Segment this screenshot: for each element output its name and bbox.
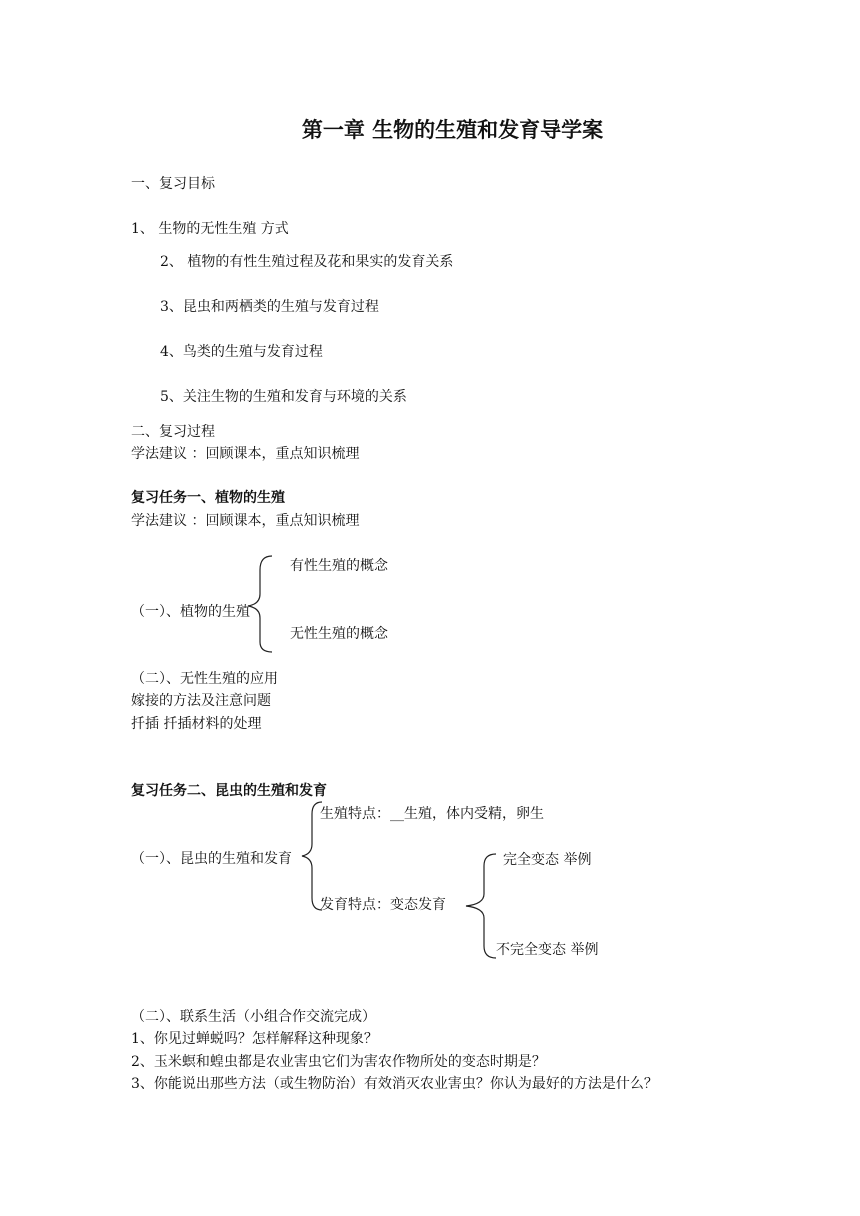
incomplete-metamorphosis: 不完全变态 举例 [496, 942, 599, 958]
subsection-real-life: （二）、联系生活（小组合作交流完成） [131, 1009, 376, 1025]
branch-asexual: 无性生殖的概念 [290, 626, 388, 642]
insect-reproduction-feature: 生殖特点：__生殖，体内受精，卵生 [320, 806, 544, 822]
task-heading-insect: 复习任务二、昆虫的生殖和发育 [131, 783, 327, 799]
complete-metamorphosis: 完全变态 举例 [503, 852, 592, 868]
cutting-text: 扦插 扦插材料的处理 [131, 716, 262, 732]
question-item: 2、玉米螟和蝗虫都是农业害虫它们为害农作物所处的变态时期是？ [131, 1054, 546, 1070]
goal-item: 2、 植物的有性生殖过程及花和果实的发育关系 [160, 254, 454, 270]
goal-item: 4、鸟类的生殖与发育过程 [160, 344, 323, 360]
question-item: 1、你见过蝉蜕吗？怎样解释这种现象？ [131, 1031, 378, 1047]
method-tip: 学法建议 ：回顾课本，重点知识梳理 [131, 446, 360, 462]
grafting-text: 嫁接的方法及注意问题 [131, 693, 271, 709]
insect-development-feature: 发育特点：变态发育 [320, 897, 446, 913]
goal-item: 1、 生物的无性生殖 方式 [131, 221, 289, 237]
branch-sexual: 有性生殖的概念 [290, 558, 388, 574]
goal-item: 5、关注生物的生殖和发育与环境的关系 [160, 389, 407, 405]
section-heading-goals: 一、复习目标 [131, 176, 215, 192]
tree-root-plant: （一）、植物的生殖 [131, 604, 250, 620]
question-item: 3、你能说出那些方法（或生物防治）有效消灭农业害虫？你认为最好的方法是什么？ [131, 1076, 658, 1092]
brace-metamorphosis [462, 852, 498, 960]
method-tip: 学法建议 ：回顾课本，重点知识梳理 [131, 513, 360, 529]
task-heading-plant: 复习任务一、植物的生殖 [131, 490, 285, 506]
goal-item: 3、昆虫和两栖类的生殖与发育过程 [160, 299, 379, 315]
tree-root-insect: （一）、昆虫的生殖和发育 [131, 851, 292, 867]
section-heading-process: 二、复习过程 [131, 424, 215, 440]
page-title: 第一章 生物的生殖和发育导学案 [301, 118, 604, 142]
subsection-asexual-application: （二）、无性生殖的应用 [131, 671, 278, 687]
brace-plant [244, 554, 274, 654]
